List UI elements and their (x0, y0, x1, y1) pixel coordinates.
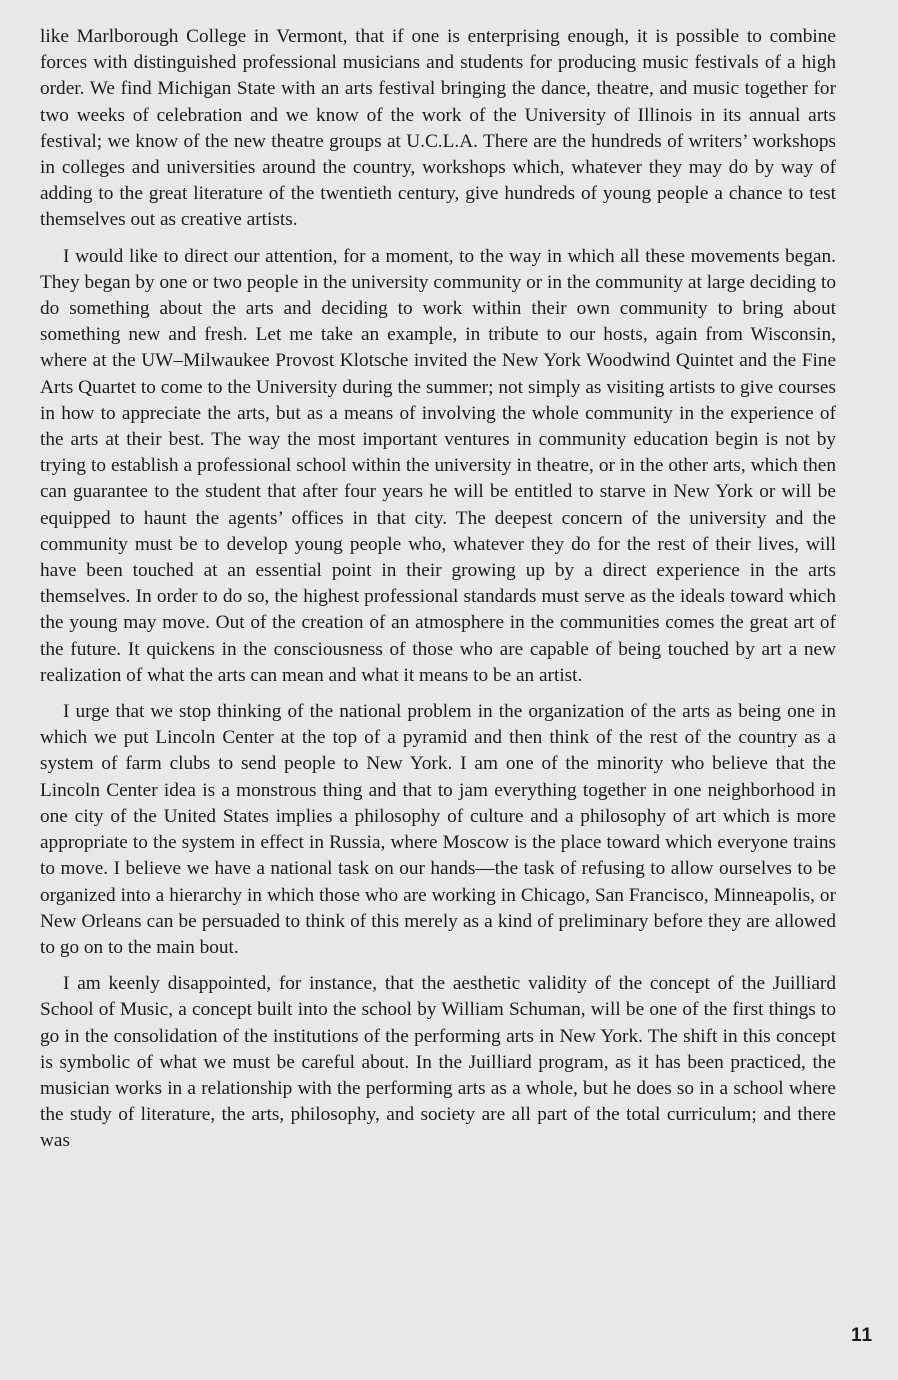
paragraph-1: like Marlborough College in Vermont, that if one is enterprising enough, it is possible to combine forces with distinguished professional musicians and students for producing music festivals of a high order. We find Michigan State with an arts festival bringing the dance, theatre, and music together for two weeks of celebration and we know of the work of the University of Illinois in its annual arts festival; we know of the new theatre groups at U.C.L.A. There are the hundreds of writers’ workshops in colleges and universities around the country, workshops which, whatever they may do by way of adding to the great literature of the twentieth century, give hundreds of young people a chance to test themselves out as creative artists. (40, 26, 836, 231)
paragraph-3: I urge that we stop thinking of the national problem in the organization of the arts as being one in which we put Lincoln Center at the top of a pyramid and then think of the rest of the country as a system of farm clubs to send people to New York. I am one of the minority who believe that the Lincoln Center idea is a monstrous thing and that to jam everything together in one neighborhood in one city of the United States implies a philosophy of culture and a philosophy of art which is more appropriate to the system in effect in Russia, where Moscow is the place toward which everyone trains to move. I believe we have a national task on our hands—the task of refusing to allow ourselves to be organized into a hierarchy in which those who are working in Chicago, San Francisco, Minneapolis, or New Orleans can be persuaded to think of this merely as a kind of preliminary before they are allowed to go on to the main bout. (40, 701, 836, 958)
paragraph-2: I would like to direct our attention, for a moment, to the way in which all these movements began. They began by one or two people in the university community or in the community at large deciding to do something about the arts and deciding to work within their own community to bring about something new and fresh. Let me take an example, in tribute to our hosts, again from Wisconsin, where at the UW–Milwaukee Provost Klotsche invited the New York Woodwind Quintet and the Fine Arts Quartet to come to the University during the summer; not simply as visiting artists to give courses in how to appreciate the arts, but as a means of involving the whole community in the experience of the arts at their best. The way the most important ventures in community education begin is not by trying to establish a professional school within the university in theatre, or in the other arts, which then can guarantee to the student that after four years he will be entitled to starve in New York or will be equipped to haunt the agents’ offices in that city. The deepest concern of the university and the community must be to develop young people who, whatever they do for the rest of their lives, will have been touched at an essential point in their growing up by a direct experience in the arts themselves. In order to do so, the highest professional standards must serve as the ideals toward which the young may move. Out of the creation of an atmosphere in the communities comes the great art of the future. It quickens in the consciousness of those who are capable of being touched by art a new realization of what the arts can mean and what it means to be an artist. (40, 245, 836, 686)
page-number: 11 (851, 1325, 874, 1346)
paragraph-4: I am keenly disappointed, for instance, that the aesthetic validity of the concept of the Juilliard School of Music, a concept built into the school by William Schuman, will be one of the first things to go in the consolidation of the institutions of the performing arts in New York. The shift in this concept is symbolic of what we must be careful about. In the Juilliard program, as it has been practiced, the musician works in a relationship with the performing arts as a whole, but he does so in a school where the study of literature, the arts, philosophy, and society are all part of the total curriculum; and there was (40, 973, 836, 1152)
body-text (40, 24, 836, 1165)
